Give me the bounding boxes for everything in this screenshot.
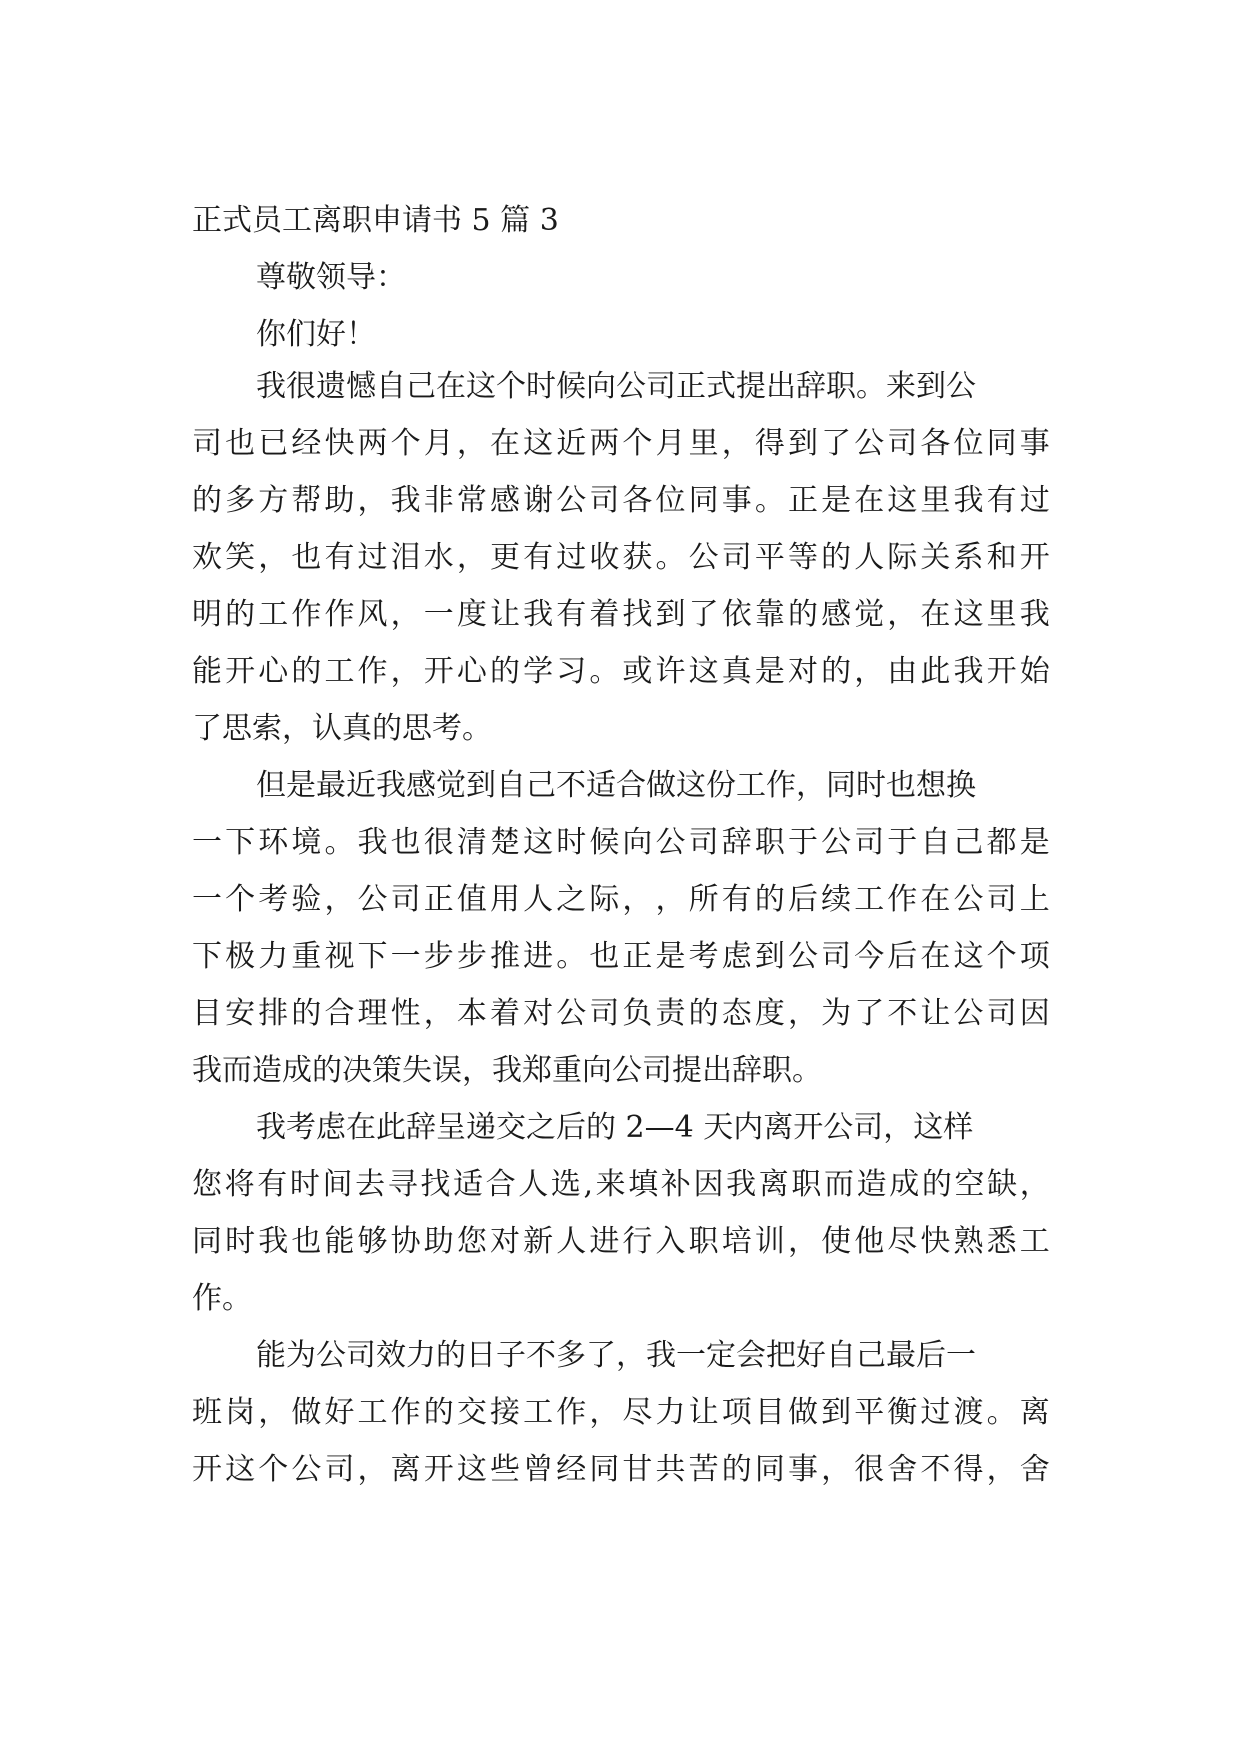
paragraph-line: 我很遗憾自己在这个时候向公司正式提出辞职。来到公 bbox=[256, 369, 976, 404]
paragraph-line: 明 的 工 作 作 风 ， 一 度 让 我 有 着 找 到 了 依 靠 的 感 觉 ， 在 这 里 我 bbox=[192, 597, 1050, 632]
paragraph-line: 开 这 个 公 司 ， 离 开 这 些 曾 经 同 甘 共 苦 的 同 事 ， 很 舍 不 得 ， 舍 bbox=[192, 1452, 1050, 1487]
paragraph-line: 下 极 力 重 视 下 一 步 步 推 进 。 也 正 是 考 虑 到 公 司 今 后 在 这 个 项 bbox=[192, 939, 1050, 974]
paragraph-line: 欢 笑 ， 也 有 过 泪 水 ， 更 有 过 收 获 。 公 司 平 等 的 人 际 关 系 和 开 bbox=[192, 540, 1050, 575]
paragraph-line: 但是最近我感觉到自己不适合做这份工作，同时也想换 bbox=[256, 768, 976, 803]
paragraph-line: 我考虑在此辞呈递交之后的 2—4 天内离开公司，这样 bbox=[256, 1110, 974, 1145]
paragraph-line: 班 岗 ， 做 好 工 作 的 交 接 工 作 ， 尽 力 让 项 目 做 到 平 衡 过 渡 。 离 bbox=[192, 1395, 1050, 1430]
paragraph-line: 一 个 考 验 ， 公 司 正 值 用 人 之 际 ， ， 所 有 的 后 续 工 作 在 公 司 上 bbox=[192, 882, 1050, 917]
salutation: 尊敬领导： bbox=[256, 260, 406, 295]
paragraph-line: 能 开 心 的 工 作 ， 开 心 的 学 习 。 或 许 这 真 是 对 的 ， 由 此 我 开 始 bbox=[192, 654, 1050, 689]
paragraph-line: 司 也 已 经 快 两 个 月 ， 在 这 近 两 个 月 里 ， 得 到 了 公 司 各 位 同 事 bbox=[192, 426, 1050, 461]
paragraph-line: 目 安 排 的 合 理 性 ， 本 着 对 公 司 负 责 的 态 度 ， 为 了 不 让 公 司 因 bbox=[192, 996, 1050, 1031]
paragraph-line: 作。 bbox=[192, 1281, 252, 1316]
paragraph-line: 能为公司效力的日子不多了，我一定会把好自己最后一 bbox=[256, 1338, 976, 1373]
document-title: 正式员工离职申请书 5 篇 3 bbox=[192, 203, 559, 238]
paragraph-line: 一 下 环 境 。 我 也 很 清 楚 这 时 候 向 公 司 辞 职 于 公 司 于 自 己 都 是 bbox=[192, 825, 1050, 860]
paragraph-line: 同 时 我 也 能 够 协 助 您 对 新 人 进 行 入 职 培 训 ， 使 他 尽 快 熟 悉 工 bbox=[192, 1224, 1050, 1259]
paragraph-line: 我而造成的决策失误，我郑重向公司提出辞职。 bbox=[192, 1053, 822, 1088]
greeting: 你们好！ bbox=[256, 317, 376, 352]
paragraph-line: 的 多 方 帮 助 ， 我 非 常 感 谢 公 司 各 位 同 事 。 正 是 在 这 里 我 有 过 bbox=[192, 483, 1050, 518]
paragraph-line: 了思索，认真的思考。 bbox=[192, 711, 492, 746]
paragraph-line: 您 将 有 时 间 去 寻 找 适 合 人 选 , 来 填 补 因 我 离 职 而 造 成 的 空 缺 ， bbox=[192, 1167, 1050, 1202]
